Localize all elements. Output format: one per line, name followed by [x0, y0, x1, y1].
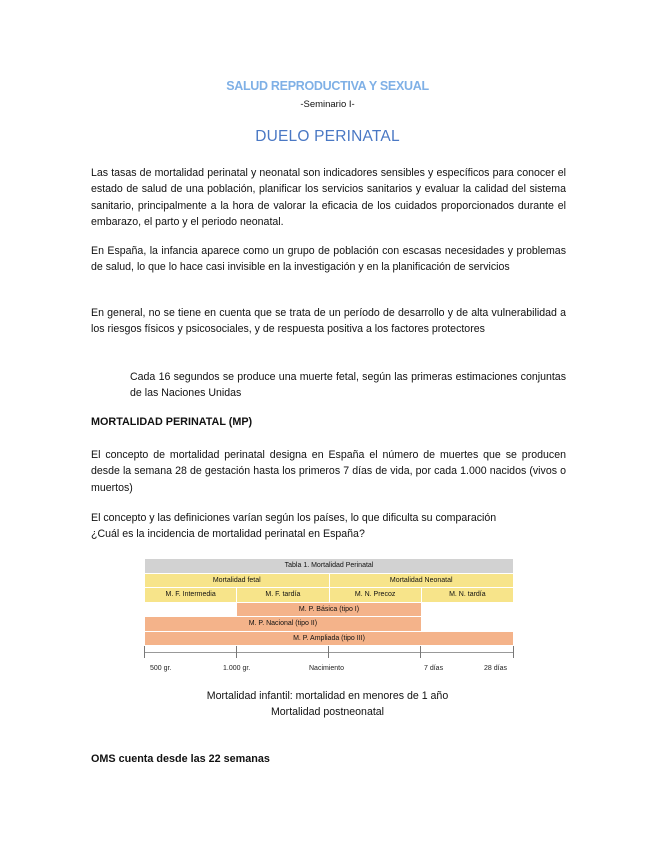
subject-heading: SALUD REPRODUCTIVA Y SEXUAL [226, 79, 429, 93]
paragraph-general: En general, no se tiene en cuenta que se trata de un período de desarrollo y de alta vulnerabilidad a los riesgos físicos y psicosociales, y de respuesta positiva a los factores protectores [91, 307, 566, 336]
paragraph-question: ¿Cuál es la incidencia de mortalidad perinatal en España? [91, 528, 365, 540]
mp-nacional: M. P. Nacional (tipo II) [145, 617, 422, 632]
axis-tick [420, 646, 421, 658]
axis-label-nacimiento: Nacimiento [309, 665, 345, 672]
paragraph-comparison: El concepto y las definiciones varían según los países, lo que dificulta su comparación [91, 512, 497, 524]
sub-mn-tardia: M. N. tardía [421, 588, 513, 603]
blank-cell [421, 602, 513, 617]
axis-label-500: 500 gr. [150, 665, 172, 672]
sub-mf-intermedia: M. F. Intermedia [145, 588, 237, 603]
mp-ampliada: M. P. Ampliada (tipo III) [145, 631, 514, 646]
quote-block: Cada 16 segundos se produce una muerte fetal, según las primeras estimaciones conjuntas de las Naciones Unidas [130, 371, 566, 400]
axis-tick [144, 646, 145, 658]
paragraph-definition: El concepto de mortalidad perinatal designa en España el número de muertes que se producen desde la semana 28 de gestación hasta los primeros 7 días de vida, por cada 1.000 nacidos (vivos o muertos) [91, 449, 566, 494]
page-title: DUELO PERINATAL [255, 128, 400, 145]
group-neonatal: Mortalidad Neonatal [329, 573, 514, 588]
axis-tick [513, 646, 514, 658]
blank-cell [145, 602, 237, 617]
perinatal-table [144, 558, 514, 646]
axis-label-1000: 1.000 gr. [223, 665, 251, 672]
oms-note: OMS cuenta desde las 22 semanas [91, 753, 270, 765]
caption-postneonatal: Mortalidad postneonatal [270, 706, 385, 718]
perinatal-table-figure [144, 558, 514, 680]
mp-basica: M. P. Básica (tipo I) [237, 602, 422, 617]
sub-mf-tardia: M. F. tardía [237, 588, 329, 603]
seminar-label: -Seminario I- [300, 99, 355, 110]
blank-cell [421, 617, 513, 632]
axis-tick [236, 646, 237, 658]
axis-line [144, 652, 514, 653]
timeline-axis [144, 646, 514, 680]
paragraph-spain: En España, la infancia aparece como un grupo de población con escasas necesidades y problemas de salud, lo que lo hace casi invisible en la investigación y en la planificación de servicios [91, 245, 566, 274]
axis-label-28dias: 28 días [484, 665, 507, 672]
group-fetal: Mortalidad fetal [145, 573, 330, 588]
sub-mn-precoz: M. N. Precoz [329, 588, 421, 603]
caption-infantil: Mortalidad infantil: mortalidad en menores de 1 año [206, 690, 449, 702]
axis-label-7dias: 7 días [424, 665, 444, 672]
table-title: Tabla 1. Mortalidad Perinatal [145, 559, 514, 574]
paragraph-indicators: Las tasas de mortalidad perinatal y neonatal son indicadores sensibles y específicos para conocer el estado de salud de una población, planificar los servicios sanitarios y evaluar la calidad del sistema sanitario, principalmente a la hora de valorar la eficacia de los cuidados proporcionados durante el embarazo, el parto y el periodo neonatal. [91, 167, 566, 229]
axis-tick [328, 646, 329, 658]
section-heading: MORTALIDAD PERINATAL (MP) [91, 416, 253, 428]
